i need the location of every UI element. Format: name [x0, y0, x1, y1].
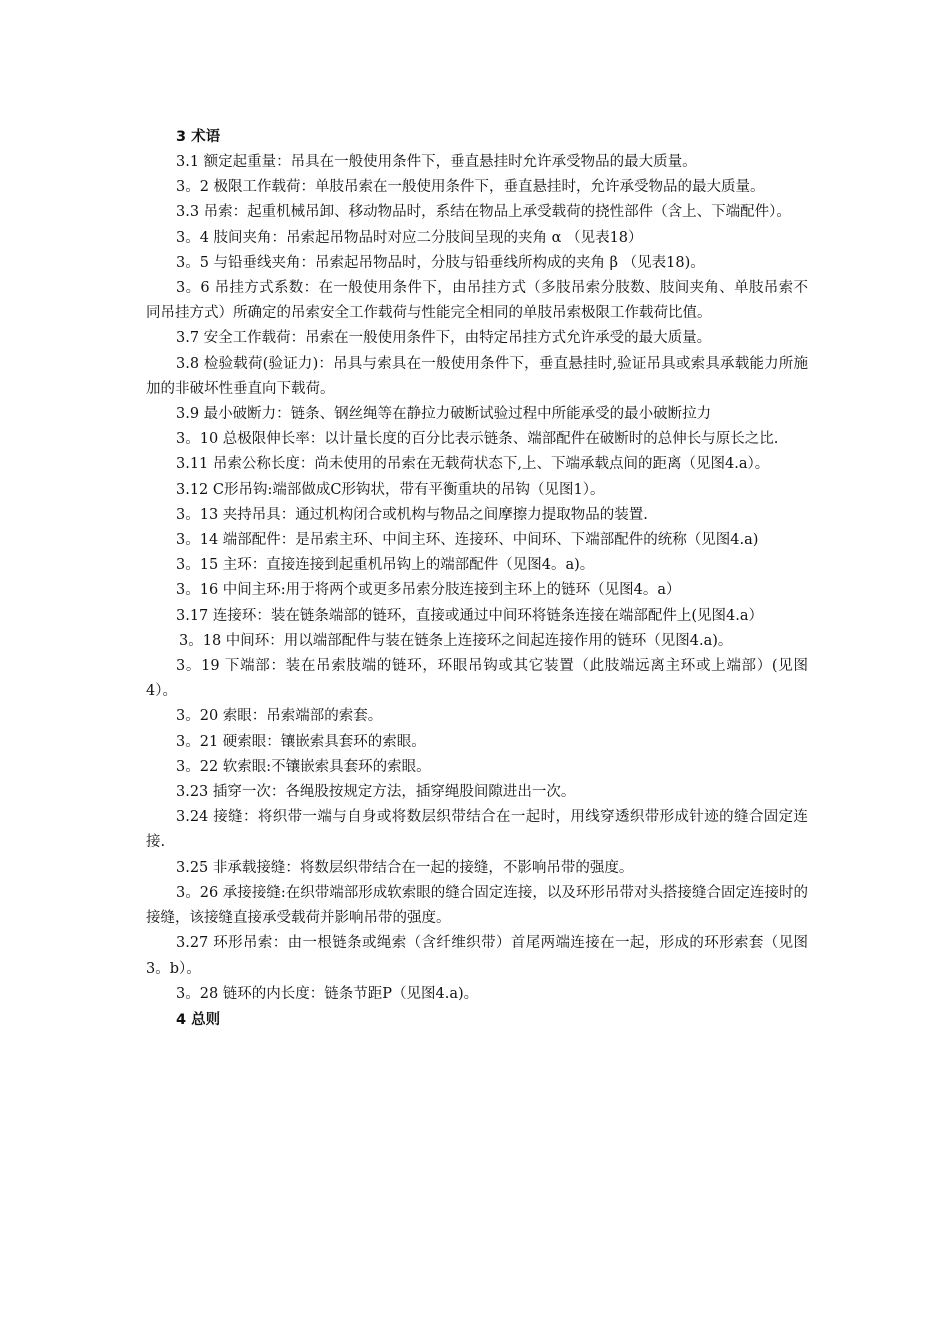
- term-3-27: 3.27 环形吊索：由一根链条或绳索（含纤维织带）首尾两端连接在一起，形成的环形索套（见图3。b）。: [146, 935, 808, 977]
- term-3-3: 3.3 吊索：起重机械吊卸、移动物品时，系结在物品上承受载荷的挠性部件（含上、下端配件）。: [176, 204, 791, 221]
- term-3-8: 3.8 检验载荷(验证力)：吊具与索具在一般使用条件下，垂直悬挂时,验证吊具或索具承载能力所施加的非破坏性垂直向下载荷。: [146, 355, 808, 397]
- term-3-18: 3。18 中间环：用以端部配件与装在链条上连接环之间起连接作用的链环（见图4.a)。: [179, 632, 733, 649]
- term-3-2: 3。2 极限工作载荷：单肢吊索在一般使用条件下，垂直悬挂时，允许承受物品的最大质量。: [176, 179, 765, 196]
- term-3-20: 3。20 索眼：吊索端部的索套。: [176, 708, 383, 725]
- term-3-17: 3.17 连接环：装在链条端部的链环，直接或通过中间环将链条连接在端部配件上(见图4.a）: [176, 607, 764, 624]
- term-3-6: 3。6 吊挂方式系数：在一般使用条件下，由吊挂方式（多肢吊索分肢数、肢间夹角、单肢吊索不同吊挂方式）所确定的吊索安全工作载荷与性能完全相同的单肢吊索极限工作载荷比值。: [146, 280, 808, 322]
- term-3-21: 3。21 硬索眼：镶嵌索具套环的索眼。: [176, 733, 426, 750]
- term-3-26: 3。26 承接接缝:在织带端部形成软索眼的缝合固定连接，以及环形吊带对头搭接缝合固定连接时的接缝，该接缝直接承受载荷并影响吊带的强度。: [146, 884, 808, 927]
- term-3-16: 3。16 中间主环:用于将两个或更多吊索分肢连接到主环上的链环（见图4。a）: [176, 582, 681, 599]
- document-body: [146, 124, 808, 1033]
- term-3-13: 3。13 夹持吊具：通过机构闭合或机构与物品之间摩擦力提取物品的装置.: [176, 506, 648, 523]
- term-3-15: 3。15 主环：直接连接到起重机吊钩上的端部配件（见图4。a)。: [176, 557, 595, 574]
- term-3-9: 3.9 最小破断力：链条、钢丝绳等在静拉力破断试验过程中所能承受的最小破断拉力: [176, 406, 712, 423]
- section-3-heading: 3 术语: [176, 129, 221, 145]
- term-3-5: 3。5 与铅垂线夹角：吊索起吊物品时，分肢与铅垂线所构成的夹角 β （见表18)。: [176, 254, 705, 271]
- term-3-11: 3.11 吊索公称长度：尚未使用的吊索在无载荷状态下,上、下端承载点间的距离（见图4.a）。: [176, 456, 770, 473]
- term-3-10: 3。10 总极限伸长率：以计量长度的百分比表示链条、端部配件在破断时的总伸长与原长之比.: [176, 431, 779, 448]
- term-3-1: 3.1 额定起重量：吊具在一般使用条件下，垂直悬挂时允许承受物品的最大质量。: [176, 154, 697, 170]
- term-3-24: 3.24 接缝：将织带一端与自身或将数层织带结合在一起时，用线穿透织带形成针迹的缝合固定连接.: [146, 809, 808, 851]
- section-4-heading: 4 总则: [176, 1011, 221, 1028]
- term-3-22: 3。22 软索眼:不镶嵌索具套环的索眼。: [176, 758, 431, 775]
- term-3-4: 3。4 肢间夹角：吊索起吊物品时对应二分肢间呈现的夹角 α （见表18）: [176, 229, 643, 246]
- term-3-25: 3.25 非承载接缝：将数层织带结合在一起的接缝，不影响吊带的强度。: [176, 859, 634, 876]
- term-3-7: 3.7 安全工作载荷：吊索在一般使用条件下，由特定吊挂方式允许承受的最大质量。: [176, 330, 712, 347]
- term-3-23: 3.23 插穿一次：各绳股按规定方法，插穿绳股间隙进出一次。: [176, 784, 576, 801]
- term-3-14: 3。14 端部配件：是吊索主环、中间主环、连接环、中间环、下端部配件的统称（见图4.a): [176, 532, 759, 549]
- term-3-28: 3。28 链环的内长度：链条节距P（见图4.a)。: [176, 985, 479, 1002]
- term-3-19: 3。19 下端部：装在吊索肢端的链环，环眼吊钩或其它装置（此肢端远离主环或上端部）(见图4）。: [146, 658, 808, 700]
- term-3-12: 3.12 C形吊钩:端部做成C形钩状，带有平衡重块的吊钩（见图1）。: [176, 481, 605, 498]
